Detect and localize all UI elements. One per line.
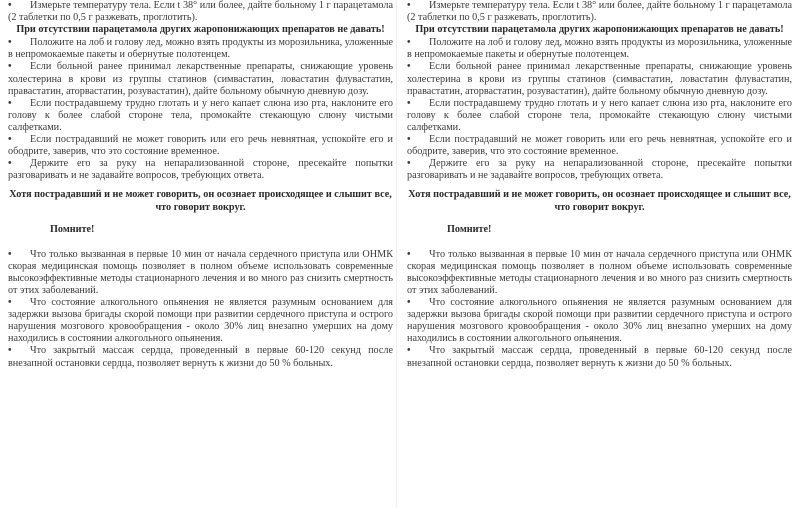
speech-heading: Хотя пострадавший и не может говорить, он осознает происходящее и слышит все, что говорит вокруг.	[408, 189, 791, 213]
bullet-icon: •	[8, 345, 12, 357]
bullet-icon: •	[407, 37, 411, 49]
bullet-icon: •	[8, 248, 12, 260]
remember-item: • Что состояние алкогольного опьянения не является разумным основанием для задержки вызова бригады скорой помощи при развитии сердечного приступа и острого нарушения мозгового кровообращения - около 30% лиц внезапно умерших на дому находились в состоянии алкогольного опьянения.	[407, 297, 792, 345]
warning-heading: При отсутствии парацетамола других жаропонижающих препаратов не давать!	[16, 24, 385, 36]
instruction-item: • Если пострадавшему трудно глотать и у него капает слюна изо рта, наклоните его голову к более слабой стороне тела, промокайте стекающую слюну чистыми салфетками.	[407, 97, 792, 133]
bullet-icon: •	[8, 61, 12, 73]
bullet-icon: •	[8, 37, 12, 49]
left-column	[8, 0, 393, 370]
remember-item: • Что состояние алкогольного опьянения не является разумным основанием для задержки вызова бригады скорой помощи при развитии сердечного приступа и острого нарушения мозгового кровообращения - около 30% лиц внезапно умерших на дому находились в состоянии алкогольного опьянения.	[8, 297, 393, 345]
instruction-item: • Держите его за руку на непарализованной стороне, пресекайте попытки разговаривать и не задавайте вопросов, требующих ответа.	[8, 158, 393, 182]
warning-heading: При отсутствии парацетамола других жаропонижающих препаратов не давать!	[415, 24, 784, 36]
instruction-item: • Если больной ранее принимал лекарственные препараты, снижающие уровень холестерина в крови из группы статинов (симвастатин, ловастатин флувастатин, правастатин, аторвастатин, розувастатин), дайте больному обычную дневную дозу.	[8, 61, 393, 97]
bullet-icon: •	[8, 134, 12, 146]
bullet-icon: •	[407, 248, 411, 260]
bullet-icon: •	[8, 97, 12, 109]
bullet-icon: •	[407, 0, 411, 11]
bullet-icon: •	[8, 0, 12, 11]
instruction-item: • Если пострадавшему трудно глотать и у него капает слюна изо рта, наклоните его голову к более слабой стороне тела, промокайте стекающую слюну чистыми салфетками.	[8, 97, 393, 133]
bullet-icon: •	[407, 97, 411, 109]
bullet-icon: •	[407, 297, 411, 309]
bullet-icon: •	[407, 61, 411, 73]
bullet-icon: •	[8, 297, 12, 309]
speech-heading: Хотя пострадавший и не может говорить, он осознает происходящее и слышит все, что говорит вокруг.	[9, 189, 392, 213]
column-divider	[396, 0, 397, 508]
instruction-item: • Если больной ранее принимал лекарственные препараты, снижающие уровень холестерина в крови из группы статинов (симвастатин, ловастатин флувастатин, правастатин, аторвастатин, розувастатин), дайте больному обычную дневную дозу.	[407, 61, 792, 97]
remember-item: • Что закрытый массаж сердца, проведенный в первые 60-120 секунд после внезапной остановки сердца, позволяет вернуть к жизни до 50 % больных.	[8, 345, 393, 369]
remember-heading: Помните!	[50, 223, 95, 235]
instruction-item: • Измерьте температуру тела. Если t 38° или более, дайте больному 1 г парацетамола (2 таблетки по 0,5 г разжевать, проглотить).	[407, 0, 792, 24]
bullet-icon: •	[407, 134, 411, 146]
right-column	[407, 0, 792, 370]
bullet-icon: •	[407, 345, 411, 357]
instruction-item: • Если пострадавший не может говорить или его речь невнятная, успокойте его и ободрите, заверив, что это состояние временное.	[8, 134, 393, 158]
instruction-item: • Держите его за руку на непарализованной стороне, пресекайте попытки разговаривать и не задавайте вопросов, требующих ответа.	[407, 158, 792, 182]
bullet-icon: •	[407, 158, 411, 170]
bullet-icon: •	[8, 158, 12, 170]
remember-item: • Что закрытый массаж сердца, проведенный в первые 60-120 секунд после внезапной остановки сердца, позволяет вернуть к жизни до 50 % больных.	[407, 345, 792, 369]
instruction-item: • Положите на лоб и голову лед, можно взять продукты из морозильника, уложенные в непромокаемые пакеты и обернутые полотенцем.	[8, 37, 393, 61]
instruction-item: • Если пострадавший не может говорить или его речь невнятная, успокойте его и ободрите, заверив, что это состояние временное.	[407, 134, 792, 158]
remember-item: • Что только вызванная в первые 10 мин от начала сердечного приступа или ОНМК скорая медицинская помощь позволяет в полном объеме использовать современные высокоэффективные методы стационарного лечения и во много раз снизить смертность от этих заболеваний.	[407, 248, 792, 296]
remember-heading: Помните!	[447, 223, 492, 235]
remember-item: • Что только вызванная в первые 10 мин от начала сердечного приступа или ОНМК скорая медицинская помощь позволяет в полном объеме использовать современные высокоэффективные методы стационарного лечения и во много раз снизить смертность от этих заболеваний.	[8, 248, 393, 296]
instruction-item: • Положите на лоб и голову лед, можно взять продукты из морозильника, уложенные в непромокаемые пакеты и обернутые полотенцем.	[407, 37, 792, 61]
instruction-item: • Измерьте температуру тела. Если t 38° или более, дайте больному 1 г парацетамола (2 таблетки по 0,5 г разжевать, проглотить).	[8, 0, 393, 24]
